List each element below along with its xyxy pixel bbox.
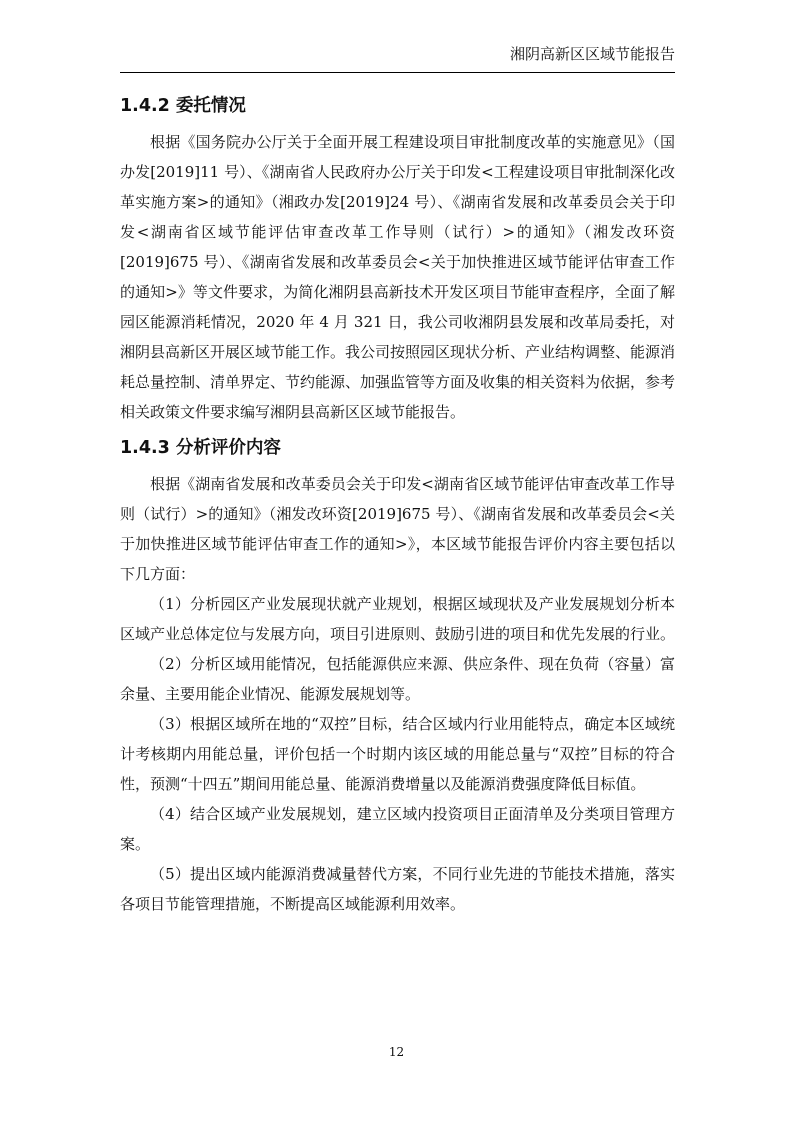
document-body	[120, 85, 675, 919]
report-title: 湘阴高新区区域节能报告	[509, 45, 675, 63]
section-heading-analysis: 1.4.3 分析评价内容	[120, 438, 281, 458]
running-header	[120, 42, 675, 73]
page-footer	[0, 1045, 793, 1059]
paragraph: 根据《湖南省发展和改革委员会关于印发<湖南省区域节能评估审查改革工作导则（试行）>的通知》（湘发改环资[2019]675 号）、《湖南省发展和改革委员会<关于加快推进区域节能评估审查工作的通知>》，本区域节能报告评价内容主要包括以下几方面：	[120, 475, 675, 583]
section-heading-entrustment: 1.4.2 委托情况	[120, 96, 246, 116]
list-item-3: （3）根据区域所在地的“双控”目标，结合区域内行业用能特点，确定本区域统计考核期内用能总量，评价包括一个时期内该区域的用能总量与“双控”目标的符合性，预测“十四五”期间用能总量、能源消费增量以及能源消费强度降低目标值。	[120, 715, 675, 793]
list-item-4: （4）结合区域产业发展规划，建立区域内投资项目正面清单及分类项目管理方案。	[120, 805, 675, 853]
list-item-1: （1）分析园区产业发展现状就产业规划，根据区域现状及产业发展规划分析本区域产业总体定位与发展方向，项目引进原则、鼓励引进的项目和优先发展的行业。	[120, 595, 676, 643]
section-entrustment	[120, 85, 675, 427]
list-item-2: （2）分析区域用能情况，包括能源供应来源、供应条件、现在负荷（容量）富余量、主要用能企业情况、能源发展规划等。	[120, 655, 675, 703]
section-analysis-content	[120, 427, 675, 919]
paragraph: 根据《国务院办公厅关于全面开展工程建设项目审批制度改革的实施意见》（国办发[2019]11 号）、《湖南省人民政府办公厅关于印发<工程建设项目审批制深化改革实施方案>的通知》（湘政办发[2019]24 号）、《湖南省发展和改革委员会关于印发<湖南省区域节能评估审查改革工作导则（试行）>的通知》（湘发改环资[2019]675 号）、《湖南省发展和改革委员会<关于加快推进区域节能评估审查工作的通知>》等文件要求，为简化湘阴县高新技术开发区项目节能审查程序，全面了解园区能源消耗情况，2020 年 4 月 321 日，我公司收湘阴县发展和改革局委托，对湘阴县高新区开展区域节能工作。我公司按照园区现状分析、产业结构调整、能源消耗总量控制、清单界定、节约能源、加强监管等方面及收集的相关资料为依据，参考相关政策文件要求编写湘阴县高新区区域节能报告。	[120, 133, 676, 421]
page-number: 12	[388, 1045, 405, 1059]
list-item-5: （5）提出区域内能源消费减量替代方案，不同行业先进的节能技术措施，落实各项目节能管理措施，不断提高区域能源利用效率。	[120, 865, 675, 913]
